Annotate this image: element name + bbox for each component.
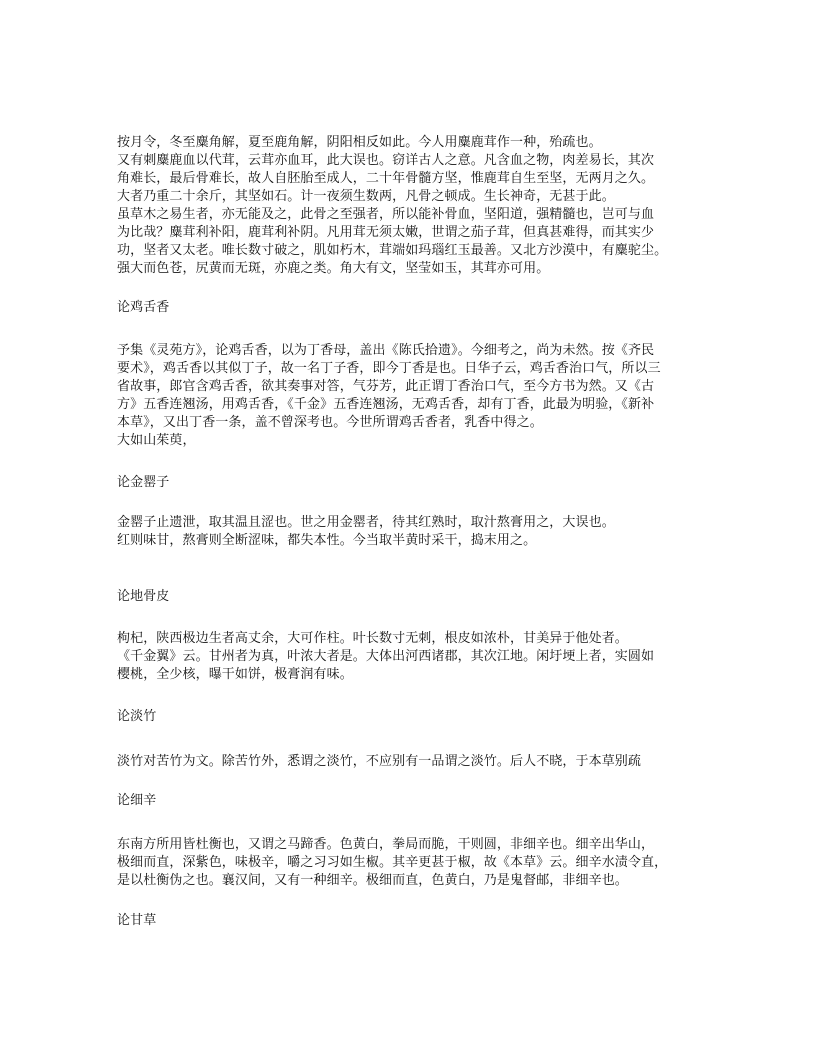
section-heading: 论甘草 — [117, 912, 157, 927]
text-line: 为比哉？麋茸利补阳，鹿茸利补阴。凡用茸无须太嫩，世谓之茄子茸，但真甚难得，而其实少 — [117, 224, 655, 239]
text-line: 淡竹对苦竹为文。除苦竹外，悉谓之淡竹，不应别有一品谓之淡竹。后人不晓，于本草别疏 — [117, 753, 642, 768]
section-heading: 论金罂子 — [117, 474, 170, 489]
section-paragraph — [117, 133, 717, 277]
text-line: 功，坚者又太老。唯长数寸破之，肌如朽木，茸端如玛瑙红玉最善。又北方沙漠中，有麋驼尘。 — [117, 242, 668, 257]
text-line: 红则味甘，熬膏则全断涩味，都失本性。今当取半黄时采干，捣末用之。 — [117, 532, 537, 547]
text-line: 方》五香连翘汤，用鸡舌香，《千金》五香连翘汤，无鸡舌香，却有丁香，此最为明验，《新补 — [117, 396, 655, 411]
text-line: 东南方所用皆杜衡也，又谓之马蹄香。色黄白，拳局而脆，干则圆，非细辛也。细辛出华山， — [117, 836, 655, 851]
text-line: 予集《灵苑方》，论鸡舌香，以为丁香母，盖出《陈氏拾遗》。今细考之，尚为未然。按《齐民 — [117, 342, 655, 357]
section-heading: 论鸡舌香 — [117, 299, 170, 314]
text-line: 按月令，冬至麋角解，夏至鹿角解，阴阳相反如此。今人用麋鹿茸作一种，殆疏也。 — [117, 134, 602, 149]
section-paragraph — [117, 513, 717, 549]
section-paragraph — [117, 835, 717, 889]
text-line: 强大而色苍，尻黄而无斑，亦鹿之类。角大有文，坚莹如玉，其茸亦可用。 — [117, 260, 550, 275]
text-line: 樱桃，全少核，曝干如饼，极膏润有味。 — [117, 666, 353, 681]
text-line: 是以杜衡伪之也。襄汉间，又有一种细辛。极细而直，色黄白，乃是鬼督邮，非细辛也。 — [117, 872, 628, 887]
text-line: 枸杞，陕西极边生者高丈余，大可作柱。叶长数寸无刺，根皮如浓朴，甘美异于他处者。 — [117, 630, 628, 645]
text-line: 金罂子止遗泄，取其温且涩也。世之用金罂者，待其红熟时，取汁熬膏用之，大误也。 — [117, 514, 615, 529]
section-heading: 论淡竹 — [117, 708, 157, 723]
text-line: 大者乃重二十余斤，其坚如石。计一夜须生数两，凡骨之顿成。生长神奇，无甚于此。 — [117, 188, 615, 203]
section-paragraph — [117, 341, 717, 449]
text-line: 《千金翼》云。甘州者为真，叶浓大者是。大体出河西诸郡，其次江地。闲圩埂上者，实圆如 — [117, 648, 655, 663]
text-line: 虽草木之易生者，亦无能及之，此骨之至强者，所以能补骨血，坚阳道，强精髓也，岂可与血 — [117, 206, 655, 221]
section-heading: 论细辛 — [117, 792, 157, 807]
section-paragraph — [117, 629, 717, 683]
text-line: 角难长，最后骨难长，故人自胚胎至成人，二十年骨髓方坚，惟鹿茸自生至坚，无两月之久。 — [117, 170, 655, 185]
section-paragraph — [117, 752, 717, 770]
text-line: 又有刺麋鹿血以代茸，云茸亦血耳，此大误也。窃详古人之意。凡含血之物，肉差易长，其次 — [117, 152, 655, 167]
text-line: 本草》，又出丁香一条，盖不曾深考也。今世所谓鸡舌香者，乳香中得之。 — [117, 414, 543, 429]
section-heading: 论地骨皮 — [117, 588, 170, 603]
text-line: 要术》，鸡舌香以其似丁子，故一名丁子香，即今丁香是也。日华子云，鸡舌香治口气，所以三 — [117, 360, 661, 375]
text-line: 省故事，郎官含鸡舌香，欲其奏事对答，气芬芳，此正谓丁香治口气，至今方书为然。又《古 — [117, 378, 655, 393]
text-line: 极细而直，深紫色，味极辛，嚼之习习如生椒。其辛更甚于椒，故《本草》云。细辛水渍令直， — [117, 854, 668, 869]
text-line: 大如山茱萸， — [117, 432, 196, 447]
